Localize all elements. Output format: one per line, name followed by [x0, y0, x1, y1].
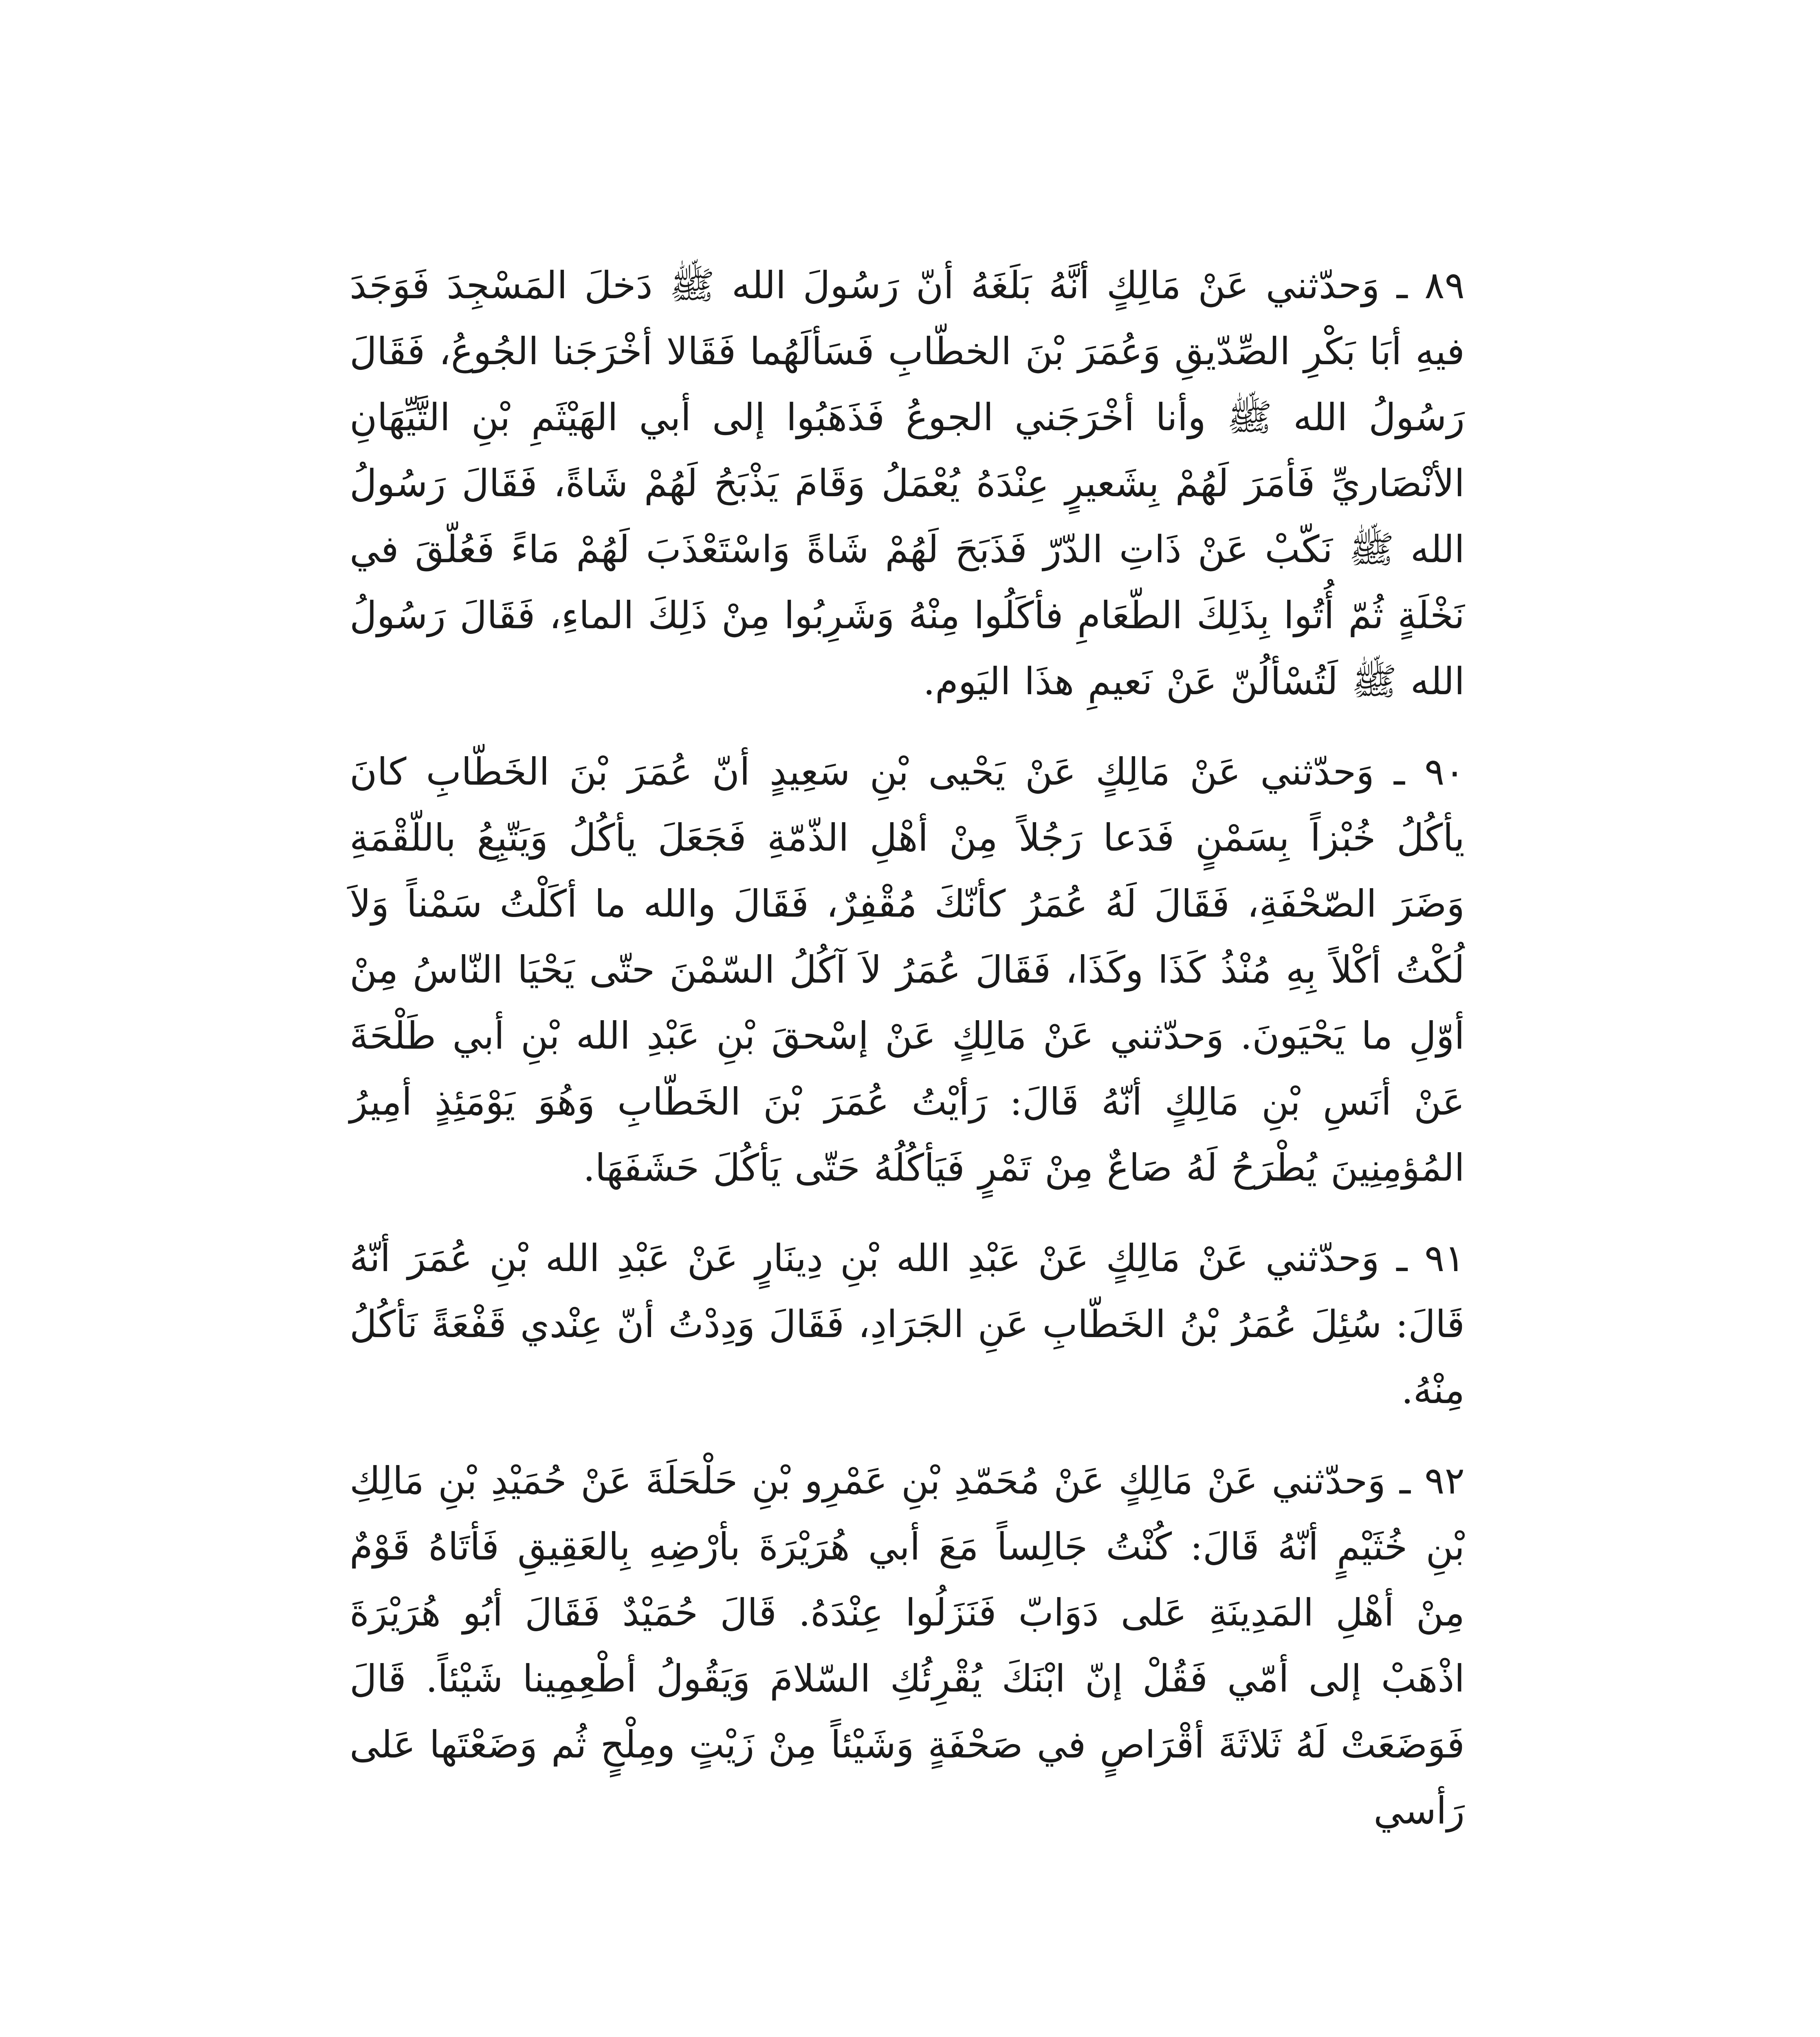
hadith-paragraph-91: ٩١ ـ وَحدّثني عَنْ مَالِكٍ عَنْ عَبْدِ الله بْنِ دِينَارٍ عَنْ عَبْدِ الله بْنِ عُمَرَ أنّهُ قَالَ: سُئِلَ عُمَرُ بْنُ الخَطّابِ عَنِ الجَرَادِ، فَقَالَ وَدِدْتُ أنّ عِنْدي قَفْعَةً نَأكُلُ مِنْهُ.	[350, 1236, 1465, 1412]
hadith-paragraph-92: ٩٢ ـ وَحدّثني عَنْ مَالِكٍ عَنْ مُحَمّدِ بْنِ عَمْرِو بْنِ حَلْحَلَةَ عَنْ حُمَيْدِ بْنِ مَالِكِ بْنِ خُثَيْمٍ أنّهُ قَالَ: كُنْتُ جَالِساً مَعَ أبي هُرَيْرَةَ بأرْضِهِ بِالعَقِيقِ فَأتَاهُ قَوْمٌ مِنْ أهْلِ المَدِينَةِ عَلى دَوَابّ فَنَزَلُوا عِنْدَهُ. قَالَ حُمَيْدٌ فَقَالَ أبُو هُرَيْرَةَ اذْهَبْ إلى أمّي فَقُلْ إنّ ابْنَكَ يُقْرِئُكِ السّلامَ وَيَقُولُ أطْعِمِينا شَيْئاً. قَالَ فَوَضَعَتْ لَهُ ثَلاثَةَ أقْرَاصٍ في صَحْفَةٍ وَشَيْئاً مِنْ زَيْتٍ ومِلْحٍ ثُم وَضَعْتَها عَلى رَأسي	[350, 1459, 1465, 1832]
page-body	[350, 253, 1465, 1868]
hadith-paragraph-90: ٩٠ ـ وَحدّثني عَنْ مَالِكٍ عَنْ يَحْيى بْنِ سَعِيدٍ أنّ عُمَرَ بْنَ الخَطّابِ كانَ يأكُلُ خُبْزاً بِسَمْنٍ فَدَعا رَجُلاً مِنْ أهْلِ الذّمّةِ فَجَعَلَ يأكُلُ وَيَتّبِعُ باللّقْمَةِ وَضَرَ الصّحْفَةِ، فَقَالَ لَهُ عُمَرُ كأنّكَ مُقْفِرٌ، فَقَالَ والله ما أكَلْتُ سَمْناً وَلاَ لُكْتُ أكْلاً بِهِ مُنْذُ كَذَا وكَذَا، فَقَالَ عُمَرُ لاَ آكُلُ السّمْنَ حتّى يَحْيَا النّاسُ مِنْ أوّلِ ما يَحْيَونَ. وَحدّثني عَنْ مَالِكٍ عَنْ إسْحقَ بْنِ عَبْدِ الله بْنِ أبي طَلْحَةَ عَنْ أنَسِ بْنِ مَالِكٍ أنّهُ قَالَ: رَأيْتُ عُمَرَ بْنَ الخَطّابِ وَهُوَ يَوْمَئِذٍ أمِيرُ المُؤمِنِينَ يُطْرَحُ لَهُ صَاعٌ مِنْ تَمْرٍ فَيَأكُلُهُ حَتّى يَأكُلَ حَشَفَهَا.	[350, 750, 1465, 1190]
hadith-paragraph-89: ٨٩ ـ وَحدّثني عَنْ مَالِكٍ أنَّهُ بَلَغَهُ أنّ رَسُولَ الله ﷺ دَخلَ المَسْجِدَ فَوَجَدَ فيهِ أبَا بَكْرِ الصِّدّيقِ وَعُمَرَ بْنَ الخطّابِ فَسَألَهُما فَقَالا أخْرَجَنا الجُوعُ، فَقَالَ رَسُولُ الله ﷺ وأنا أخْرَجَني الجوعُ فَذَهَبُوا إلى أبي الهَيْثَمِ بْنِ التَّيِّهَانِ الأنْصَاريِّ فَأمَرَ لَهُمْ بِشَعيرٍ عِنْدَهُ يُعْمَلُ وَقَامَ يَذْبَحُ لَهُمْ شَاةً، فَقَالَ رَسُولُ الله ﷺ نَكّبْ عَنْ ذَاتِ الدّرّ فَذَبَحَ لَهُمْ شَاةً وَاسْتَعْذَبَ لَهُمْ مَاءً فَعُلّقَ في نَخْلَةٍ ثُمّ أُتُوا بِذَلِكَ الطّعَامِ فأكَلُوا مِنْهُ وَشَرِبُوا مِنْ ذَلِكَ الماءِ، فَقَالَ رَسُولُ الله ﷺ لَتُسْألُنّ عَنْ نَعيمِ هذَا اليَوم.	[350, 264, 1465, 703]
